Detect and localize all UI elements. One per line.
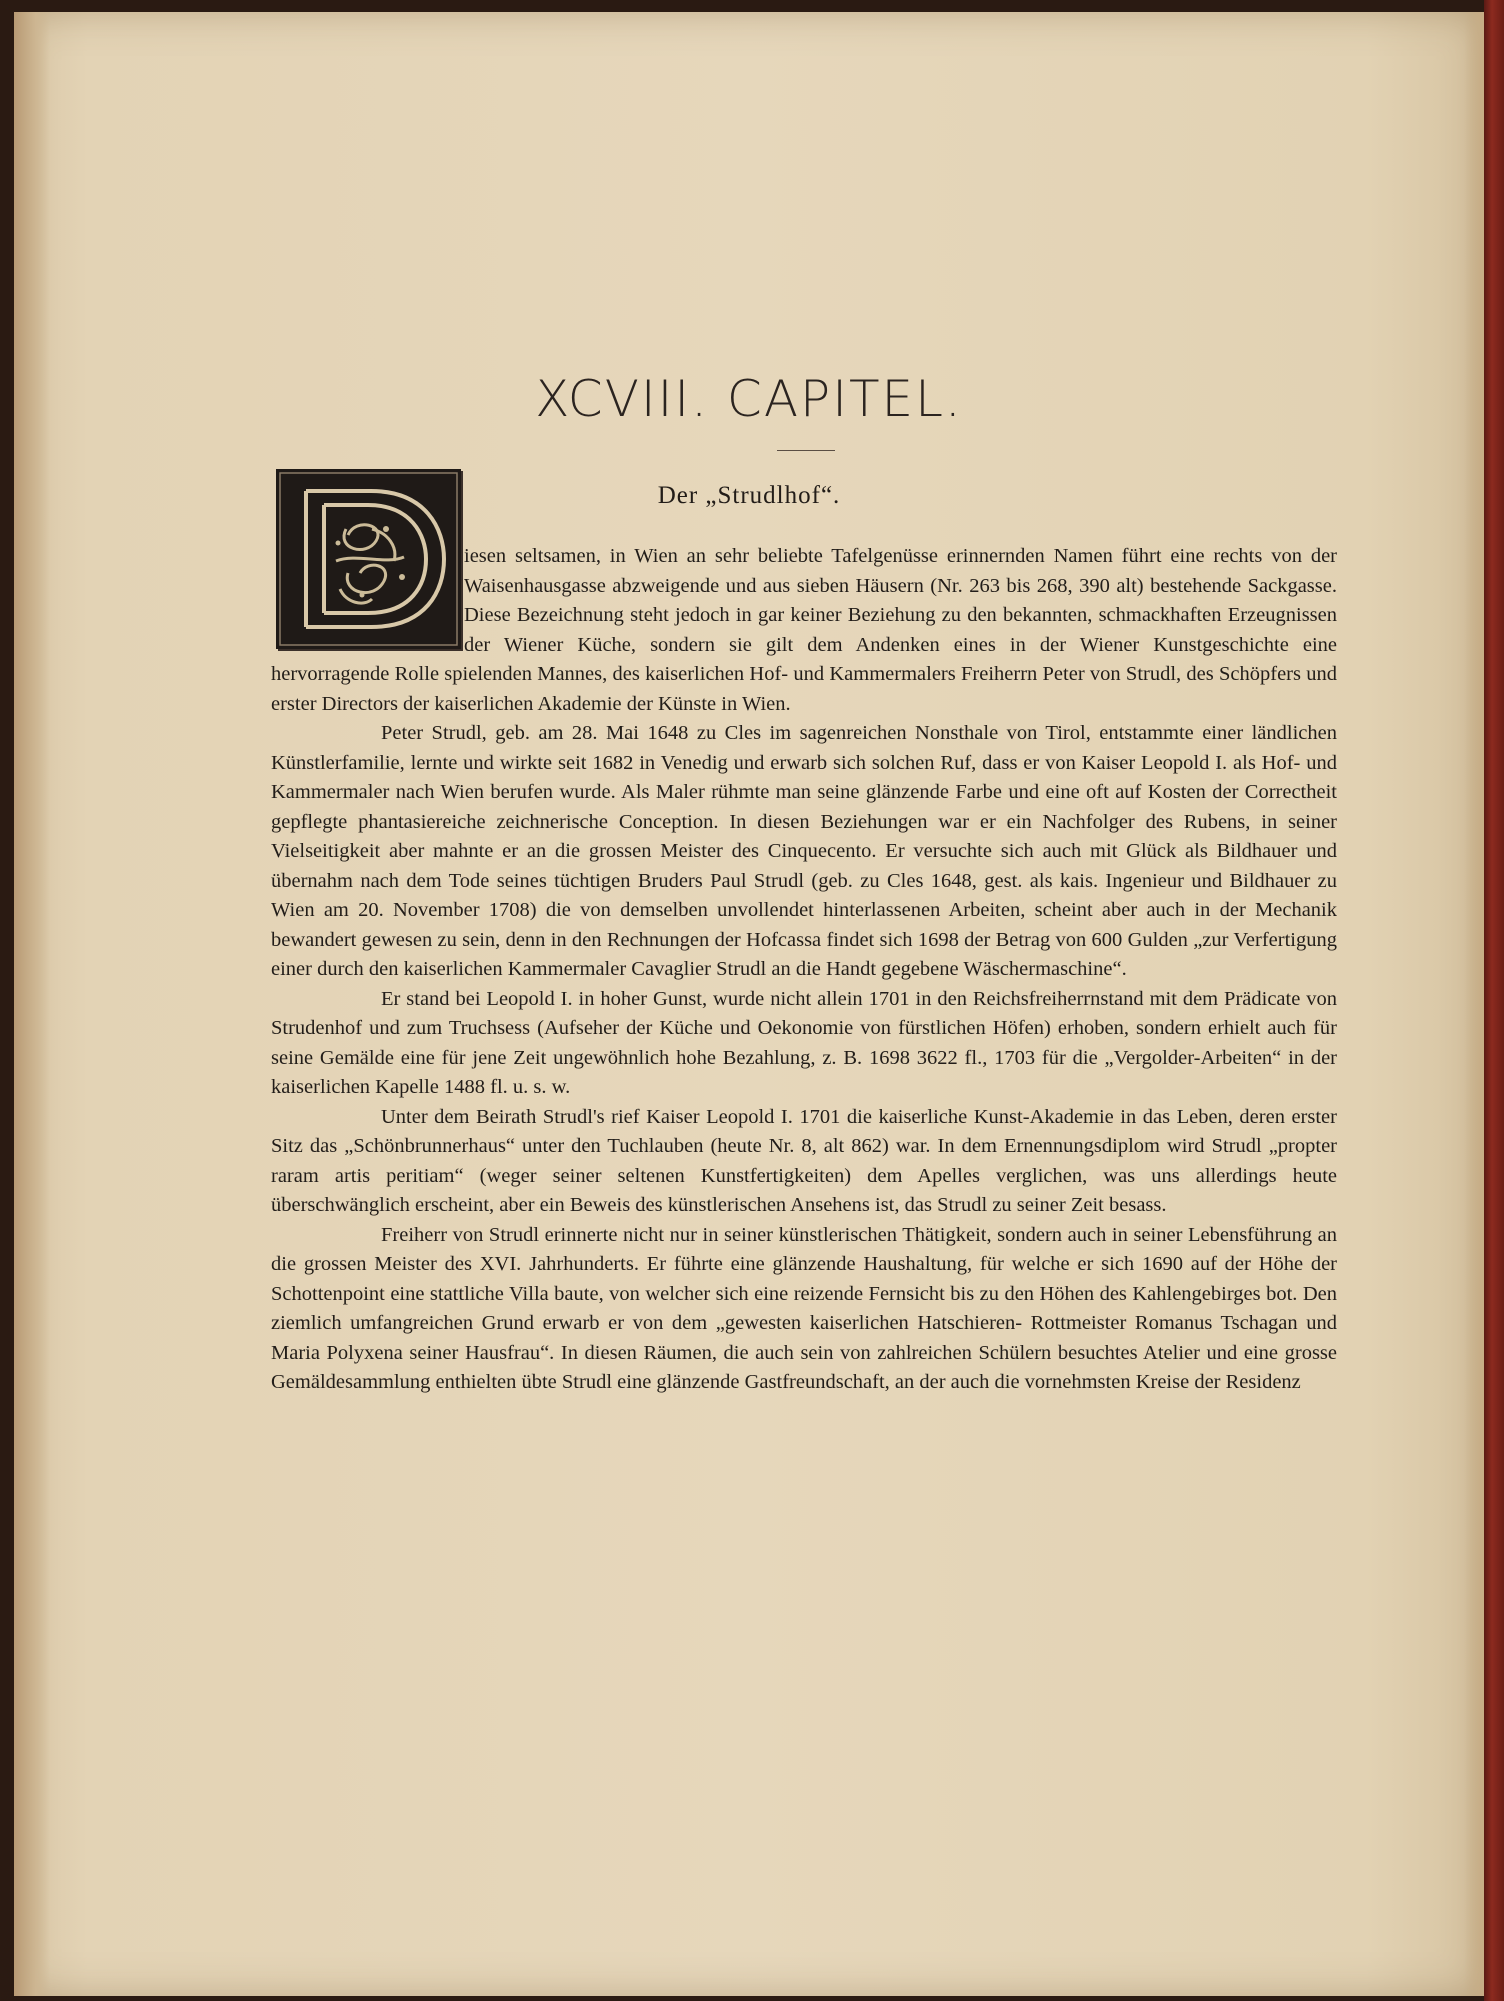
chapter-body [271,542,1337,1398]
book-binding-edge [1484,0,1504,2001]
chapter-title: XCVIII. CAPITEL. [535,370,963,428]
paragraph-5: Freiherr von Strudl erinnerte nicht nur in seiner künstlerischen Thätigkeit, sondern auch in seiner Lebensführung an die grossen Meister des XVI. Jahrhunderts. Er führte eine glänzende Haushaltung, für welche er sich 1690 auf der Höhe der Schottenpoint eine stattliche Villa baute, von welcher sich eine reizende Fernsicht bis zu den Höhen des Kahlengebirges bot. Den ziemlich umfangreichen Grund erwarb er von dem „gewesten kaiserlichen Hatschieren- Rottmeister Romanus Tschagan und Maria Polyxena seiner Hausfrau“. In diesen Räumen, die auch sein von zahlreichen Schülern besuchtes Atelier und eine grosse Gemäldesammlung enthielten übte Strudl eine glänzende Gastfreundschaft, an der auch die vornehmsten Kreise der Residenz [271,1223,1337,1393]
title-rule [777,450,835,451]
paragraph-3: Er stand bei Leopold I. in hoher Gunst, wurde nicht allein 1701 in den Reichsfreiherrnstand mit dem Prädicate von Strudenhof und zum Truchsess (Aufseher der Küche und Oekonomie von fürstlichen Höfen) erhoben, sondern erhielt auch für seine Gemälde eine für jene Zeit ungewöhnlich hohe Bezahlung, z. B. 1698 3622 fl., 1703 für die „Vergolder-Arbeiten“ in der kaiserlichen Kapelle 1488 fl. u. s. w. [271,987,1337,1098]
book-page [14,12,1484,1996]
paragraph-2: Peter Strudl, geb. am 28. Mai 1648 zu Cles im sagenreichen Nonsthale von Tirol, entstammte einer ländlichen Künstlerfamilie, lernte und wirkte seit 1682 in Venedig und erwarb sich solchen Ruf, dass er von Kaiser Leopold I. als Hof- und Kammermaler nach Wien berufen wurde. Als Maler rühmte man seine glänzende Farbe und eine oft auf Kosten der Correctheit gepflegte phantasiereiche zeichnerische Conception. In diesen Beziehungen war er ein Nachfolger des Rubens, in seiner Vielseitigkeit aber mahnte er an die grossen Meister des Cinquecento. Er versuchte sich auch mit Glück als Bildhauer und übernahm nach dem Tode seines tüchtigen Bruders Paul Strudl (geb. zu Cles 1648, gest. als kais. Ingenieur und Bildhauer zu Wien am 20. November 1708) die von demselben unvollendet hinterlassenen Arbeiten, scheint aber auch in der Mechanik bewandert gewesen zu sein, denn in den Rechnungen der Hofcassa findet sich 1698 der Betrag von 600 Gulden „zur Verfertigung einer durch den kaiserlichen Kammermaler Cavaglier Strudl an die Handt gegebene Wäschermaschine“. [271,722,1337,980]
page-gutter-shadow [14,12,50,1996]
page-edge-shadow [1464,12,1484,1996]
paragraph-4: Unter dem Beirath Strudl's rief Kaiser Leopold I. 1701 die kaiserliche Kunst-Akademie in das Leben, deren erster Sitz das „Schönbrunnerhaus“ unter den Tuchlauben (heute Nr. 8, alt 862) war. In dem Ernennungsdiplom wird Strudl „propter raram artis peritiam“ (weger seiner seltenen Kunstfertigkeiten) dem Apelles verglichen, was uns allerdings heute überschwänglich erscheint, aber ein Beweis des künstlerischen Ansehens ist, das Strudl zu seiner Zeit besass. [271,1105,1337,1216]
paragraph-1: iesen seltsamen, in Wien an sehr beliebte Tafelgenüsse erinnernden Namen führt eine rechts von der Waisenhausgasse abzweigende und aus sieben Häusern (Nr. 263 bis 268, 390 alt) bestehende Sackgasse. Diese Bezeichnung steht jedoch in gar keiner Beziehung zu den bekannten, schmackhaften Erzeugnissen der Wiener Küche, sondern sie gilt dem Andenken eines in der Wiener Kunstgeschichte eine hervorragende Rolle spielenden Mannes, des kaiserlichen Hof- und Kammermalers Freiherrn Peter von Strudl, des Schöpfers und erster Directors der kaiserlichen Akademie der Künste in Wien. [271,545,1337,715]
chapter-subtitle: Der „Strudlhof“. [657,482,841,509]
